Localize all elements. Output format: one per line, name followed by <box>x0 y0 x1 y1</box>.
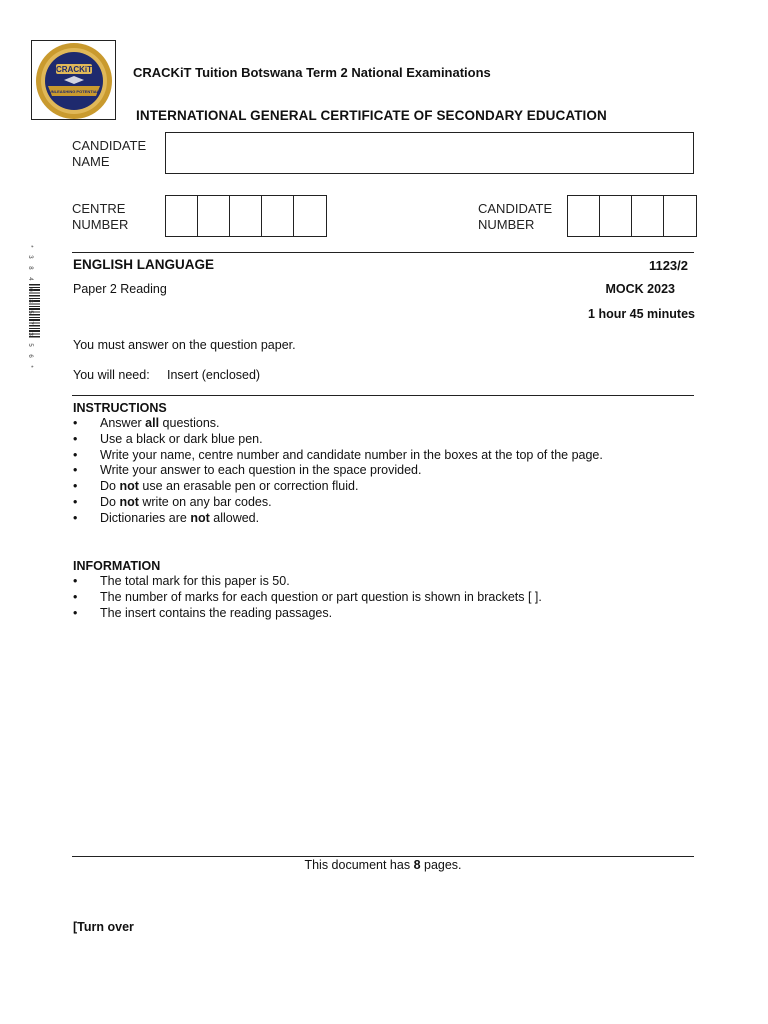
paper-code: 1123/2 <box>648 258 688 273</box>
instruction-item: • Answer all questions. <box>73 416 603 432</box>
candidate-number-boxes <box>567 195 697 237</box>
exam-session: MOCK 2023 <box>605 282 675 296</box>
logo-frame <box>31 40 116 120</box>
top-rule <box>72 252 694 253</box>
subject-title: ENGLISH LANGUAGE <box>73 257 215 272</box>
information-item: • The number of marks for each question or part question is shown in brackets [ ]. <box>73 590 542 606</box>
instructions-list <box>73 416 603 527</box>
instruction-item: • Do not use an erasable pen or correction fluid. <box>73 479 603 495</box>
instruction-item: • Do not write on any bar codes. <box>73 495 603 511</box>
answer-on-paper-note: You must answer on the question paper. <box>73 338 296 352</box>
footer-rule <box>72 856 694 857</box>
page-count-note: This document has 8 pages. <box>304 858 462 872</box>
candidate-name-label <box>72 138 146 170</box>
information-list <box>73 574 542 621</box>
candidate-number-label-line1: CANDIDATE <box>478 201 553 216</box>
candidate-name-field[interactable] <box>165 132 694 174</box>
candidate-number-label <box>478 201 552 233</box>
candidate-name-label-line2: NAME <box>72 154 110 169</box>
middle-rule <box>72 395 694 396</box>
school-line: CRACKiT Tuition Botswana Term 2 National Examinations <box>133 65 491 80</box>
centre-number-digit-box[interactable] <box>294 196 326 236</box>
logo-brand-text: CRACKiT <box>56 65 92 74</box>
turn-over-label: [Turn over <box>73 920 134 934</box>
you-will-need-label: You will need: <box>73 368 150 382</box>
centre-number-label-line2: NUMBER <box>72 217 129 232</box>
candidate-number-label-line2: NUMBER <box>478 217 535 232</box>
you-will-need-value: Insert (enclosed) <box>167 368 261 382</box>
candidate-number-digit-box[interactable] <box>632 196 664 236</box>
centre-number-label-line1: CENTRE <box>72 201 126 216</box>
candidate-name-label-line1: CANDIDATE <box>72 138 147 153</box>
information-item: • The insert contains the reading passages. <box>73 606 542 622</box>
centre-number-digit-box[interactable] <box>230 196 262 236</box>
candidate-number-digit-box[interactable] <box>568 196 600 236</box>
paper-name: Paper 2 Reading <box>73 282 167 296</box>
information-heading: INFORMATION <box>73 559 161 573</box>
information-item: • The total mark for this paper is 50. <box>73 574 542 590</box>
centre-number-label <box>72 201 128 233</box>
instruction-item: • Use a black or dark blue pen. <box>73 432 603 448</box>
instruction-item: • Write your name, centre number and candidate number in the boxes at the top of the page. <box>73 448 603 464</box>
candidate-number-digit-box[interactable] <box>600 196 632 236</box>
instruction-item: • Write your answer to each question in the space provided. <box>73 463 603 479</box>
centre-number-digit-box[interactable] <box>166 196 198 236</box>
centre-number-digit-box[interactable] <box>198 196 230 236</box>
page-count: 8 <box>413 858 421 872</box>
barcode-digits: * 3 8 4 0 8 5 7 3 5 6 * <box>27 245 33 371</box>
centre-number-boxes <box>165 195 327 237</box>
exam-duration: 1 hour 45 minutes <box>588 307 695 321</box>
logo-tagline-text: UNLEASHING POTENTIAL <box>48 89 100 94</box>
instructions-heading: INSTRUCTIONS <box>73 401 167 415</box>
crackit-logo <box>34 42 114 120</box>
centre-number-digit-box[interactable] <box>262 196 294 236</box>
certificate-title: INTERNATIONAL GENERAL CERTIFICATE OF SECONDARY EDUCATION <box>136 108 607 123</box>
instruction-item: • Dictionaries are not allowed. <box>73 511 603 527</box>
candidate-number-digit-box[interactable] <box>664 196 696 236</box>
